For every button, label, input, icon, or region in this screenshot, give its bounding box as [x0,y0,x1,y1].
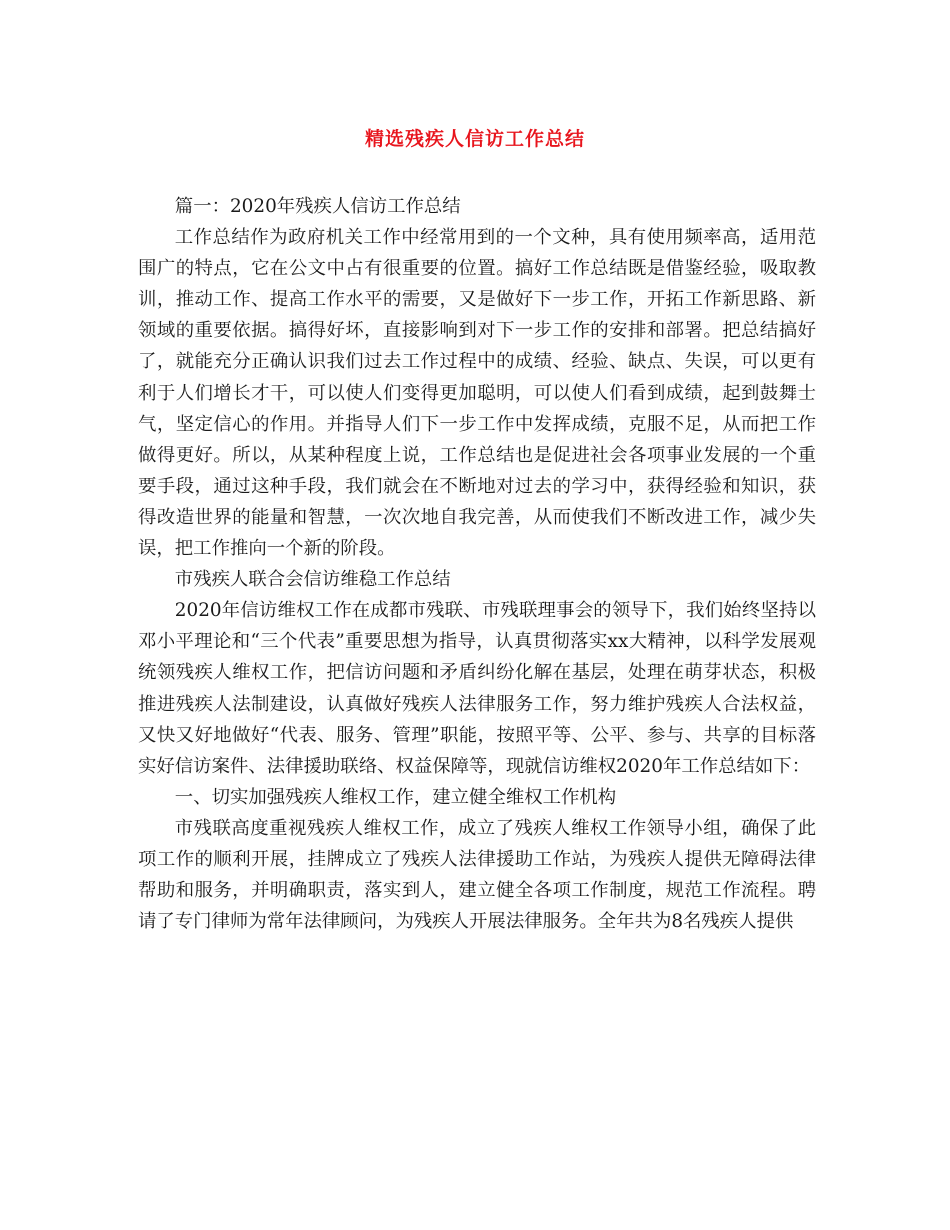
section-heading: 一、切实加强残疾人维权工作，建立健全维权工作机构 [174,786,617,808]
body-paragraph: 2020年信访维权工作在成都市残联、市残联理事会的领导下，我们始终坚持以邓小平理论和“三个代表”重要思想为指导，认真贯彻落实xx大精神，以科学发展观统领残疾人维权工作，把信访问题和矛盾纠纷化解在基层，处理在萌芽状态，积极推进残疾人法制建设，认真做好残疾人法律服务工作，努力维护残疾人合法权益，又快又好地做好“代表、服务、管理”职能，按照平等、公平、参与、共享的目标落实好信访案件、法律援助联络、权益保障等，现就信访维权2020年工作总结如下： [138,600,816,777]
body-paragraph: 市残联高度重视残疾人维权工作，成立了残疾人维权工作领导小组，确保了此项工作的顺利开展，挂牌成立了残疾人法律援助工作站，为残疾人提供无障碍法律帮助和服务，并明确职责，落实到人，建立健全各项工作制度，规范工作流程。聘请了专门律师为常年法律顾问，为残疾人开展法律服务。全年共为8名残疾人提供 [138,817,816,933]
section-heading: 篇一：2020年残疾人信访工作总结 [174,196,461,217]
document-title: 精选残疾人信访工作总结 [364,128,585,150]
section-heading: 市残疾人联合会信访维稳工作总结 [174,569,451,591]
document-body [138,191,816,937]
body-paragraph: 工作总结作为政府机关工作中经常用到的一个文种，具有使用频率高，适用范围广的特点，它在公文中占有很重要的位置。搞好工作总结既是借鉴经验，吸取教训，推动工作、提高工作水平的需要，又是做好下一步工作，开拓工作新思路、新领域的重要依据。搞得好坏，直接影响到对下一步工作的安排和部署。把总结搞好了，就能充分正确认识我们过去工作过程中的成绩、经验、缺点、失误，可以更有利于人们增长才干，可以使人们变得更加聪明，可以使人们看到成绩，起到鼓舞士气，坚定信心的作用。并指导人们下一步工作中发挥成绩，克服不足，从而把工作做得更好。所以，从某种程度上说，工作总结也是促进社会各项事业发展的一个重要手段，通过这种手段，我们就会在不断地对过去的学习中，获得经验和知识，获得改造世界的能量和智慧，一次次地自我完善，从而使我们不断改进工作，减少失误，把工作推向一个新的阶段。 [138,227,816,560]
